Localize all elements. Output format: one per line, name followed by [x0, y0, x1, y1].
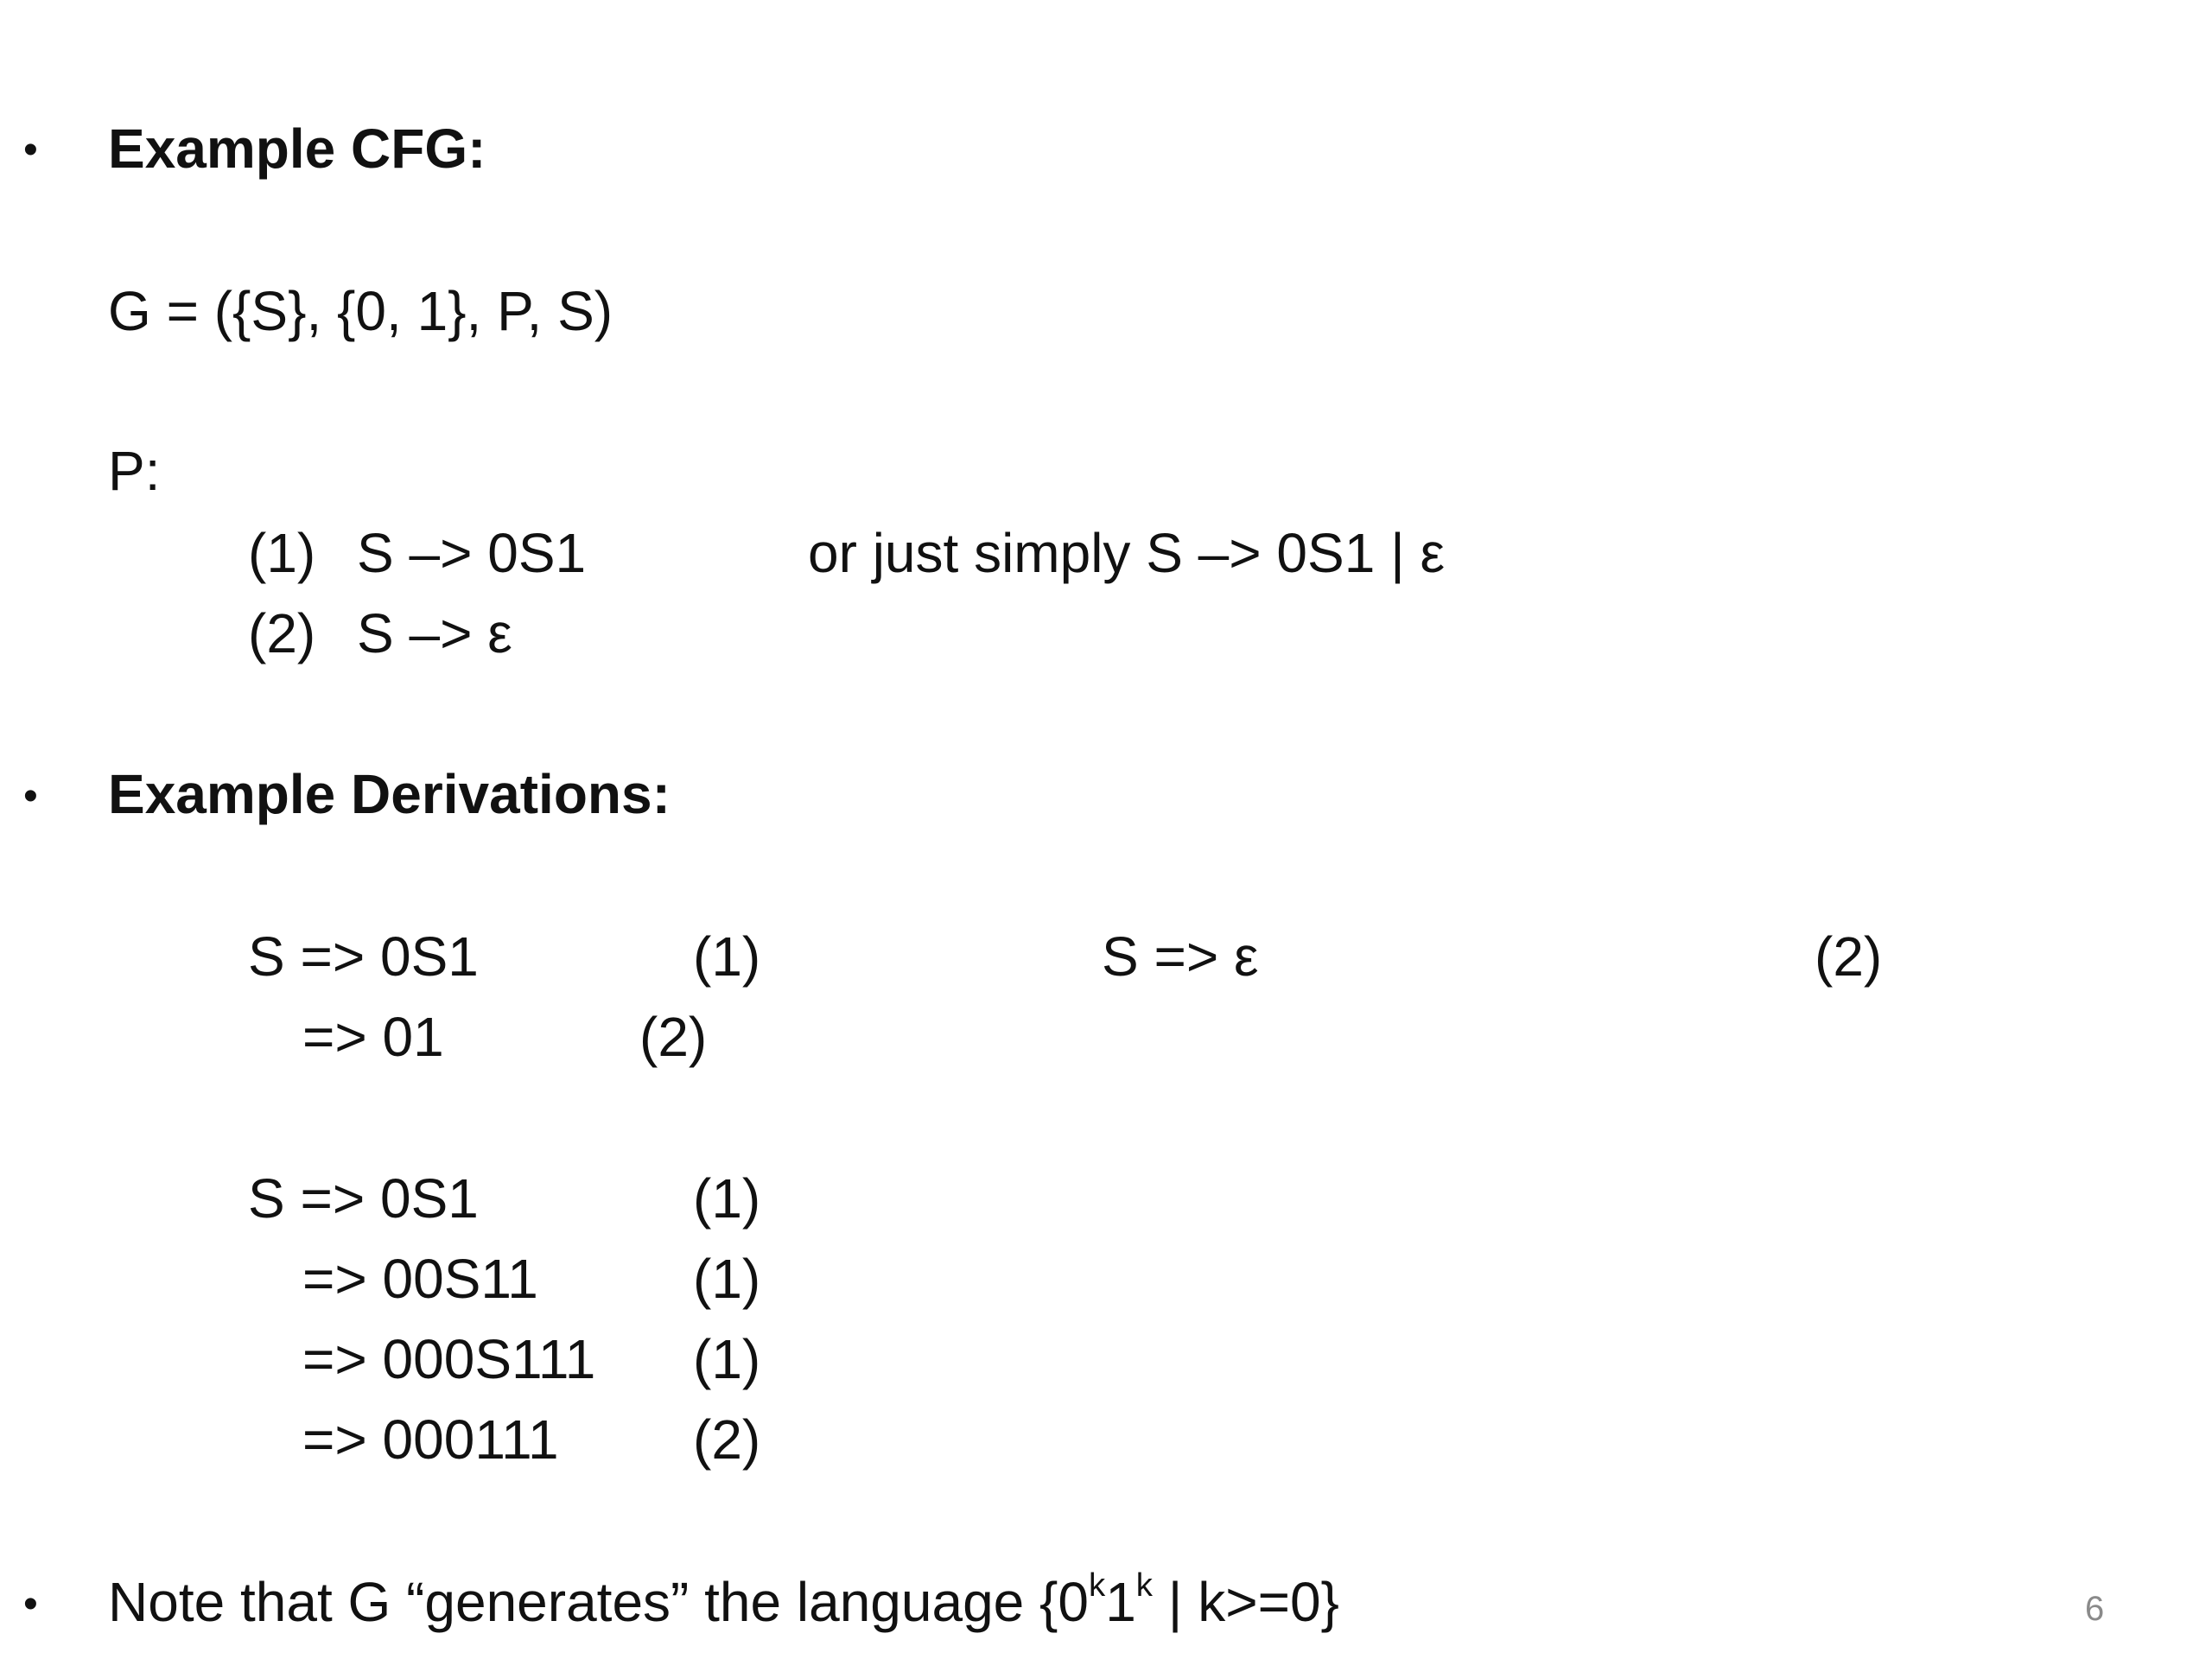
bullet-point: •	[23, 127, 38, 173]
language-note-mid: 1	[1105, 1571, 1136, 1633]
productions-label: P:	[108, 440, 161, 502]
production-number: (1)	[248, 522, 316, 584]
derivation-step: => 000111	[302, 1408, 559, 1471]
grammar-definition: G = ({S}, {0, 1}, P, S)	[108, 280, 613, 342]
superscript-k: k	[1135, 1567, 1153, 1605]
derivation-rule-ref: (1)	[693, 925, 761, 988]
production-number: (2)	[248, 602, 316, 664]
bullet-point: •	[23, 1581, 38, 1627]
language-note	[108, 1567, 1339, 1633]
derivation-step: S => 0S1	[248, 1167, 479, 1230]
derivation-rule-ref: (1)	[693, 1328, 761, 1390]
language-note-prefix: Note that G “generates” the language {0	[108, 1571, 1089, 1633]
derivation-step: => 01	[302, 1006, 444, 1068]
derivation-step: S => 0S1	[248, 925, 479, 988]
derivation-rule-ref: (2)	[693, 1408, 761, 1471]
derivation-rule-ref: (1)	[693, 1248, 761, 1310]
derivation-rule-ref: (2)	[1815, 925, 1883, 988]
derivation-step: S => ε	[1102, 925, 1259, 988]
production-shorthand: or just simply S –> 0S1 | ε	[808, 522, 1445, 584]
derivation-step: => 000S111	[302, 1328, 596, 1390]
superscript-k: k	[1089, 1567, 1106, 1605]
page-number: 6	[2085, 1590, 2105, 1628]
production-rule: S –> ε	[357, 602, 512, 664]
derivation-rule-ref: (1)	[693, 1167, 761, 1230]
production-rule: S –> 0S1	[357, 522, 587, 584]
language-note-suffix: | k>=0}	[1153, 1571, 1339, 1633]
heading-example-derivations: Example Derivations:	[108, 763, 671, 825]
bullet-point: •	[23, 773, 38, 819]
heading-example-cfg: Example CFG:	[108, 118, 486, 180]
derivation-rule-ref: (2)	[639, 1006, 708, 1068]
derivation-step: => 00S11	[302, 1248, 538, 1310]
